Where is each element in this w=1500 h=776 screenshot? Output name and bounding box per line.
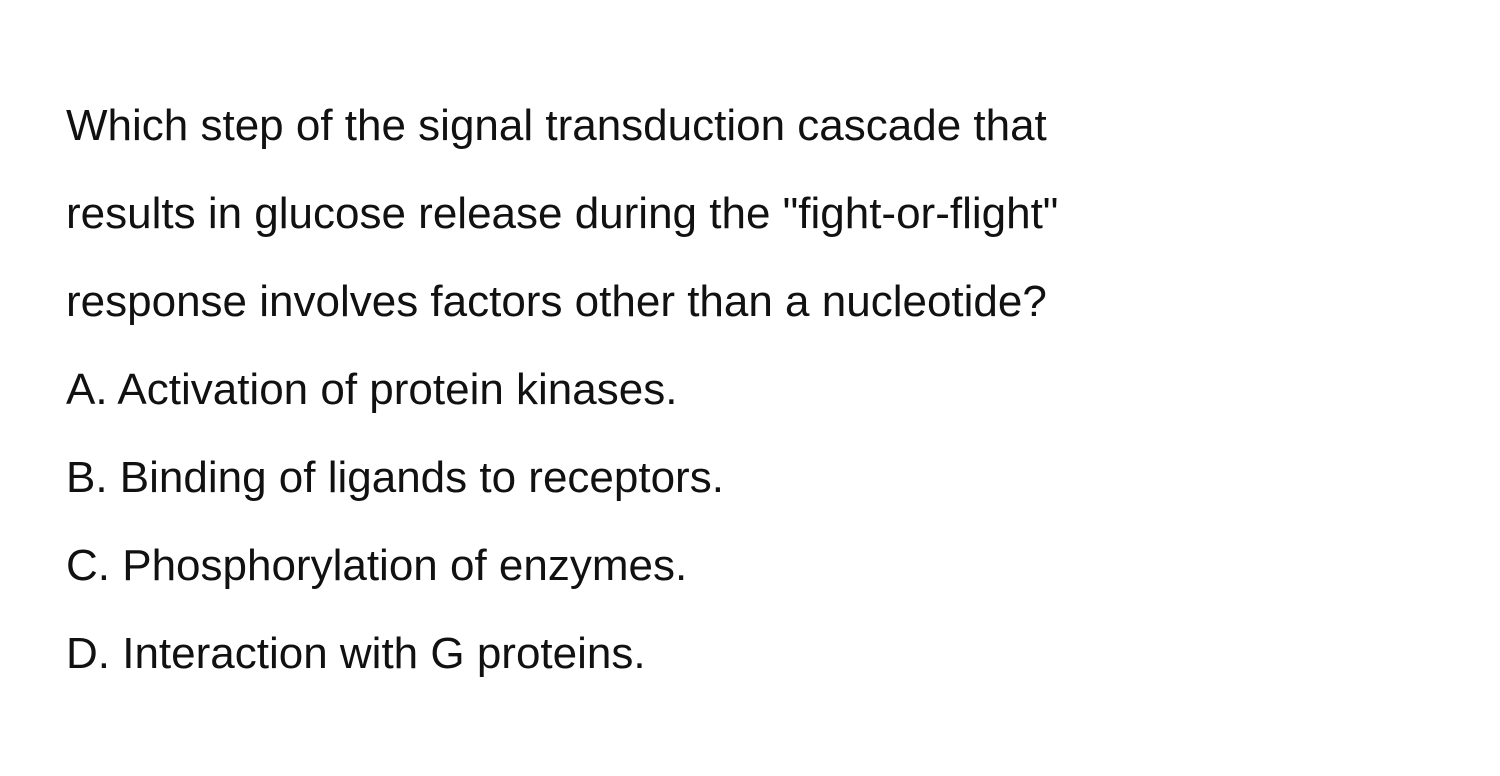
question-line-3: response involves factors other than a nucleotide? — [66, 277, 1047, 326]
option-d: D. Interaction with G proteins. — [66, 629, 646, 678]
option-a: A. Activation of protein kinases. — [66, 365, 678, 414]
question-line-2: results in glucose release during the "fight-or-flight" — [66, 189, 1059, 238]
question-card — [66, 82, 1466, 698]
option-b: B. Binding of ligands to receptors. — [66, 453, 724, 502]
option-c: C. Phosphorylation of enzymes. — [66, 541, 688, 590]
question-line-1: Which step of the signal transduction cascade that — [66, 101, 1047, 150]
